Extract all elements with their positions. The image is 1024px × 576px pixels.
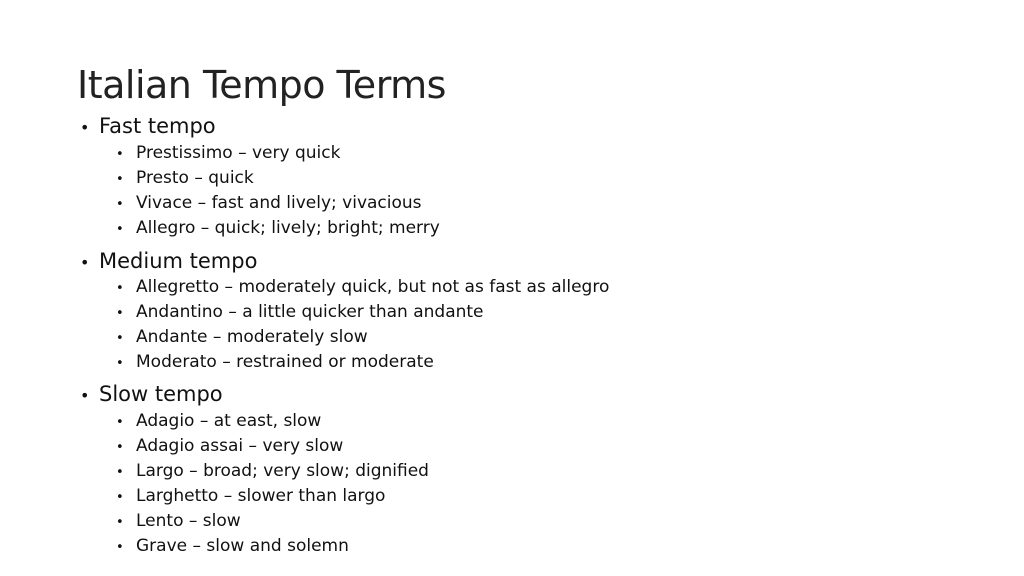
- group-heading-medium: [80, 246, 257, 276]
- bullet: •: [116, 222, 124, 237]
- list-item: [116, 191, 422, 216]
- bullet: •: [116, 306, 124, 321]
- list-item: [116, 484, 385, 509]
- list-item: [116, 534, 349, 559]
- list-item-text: Moderato – restrained or moderate: [136, 352, 434, 372]
- list-item-text: Presto – quick: [136, 168, 254, 188]
- list-item: [116, 300, 484, 325]
- group-heading-label: Medium tempo: [99, 249, 258, 273]
- bullet: •: [116, 440, 124, 455]
- list-item: [116, 350, 434, 375]
- list-item: [116, 141, 340, 166]
- list-item-text: Prestissimo – very quick: [136, 143, 341, 163]
- list-item-text: Larghetto – slower than largo: [136, 486, 386, 506]
- list-item-text: Andante – moderately slow: [136, 327, 368, 347]
- list-item: [116, 434, 343, 459]
- bullet: •: [116, 356, 124, 371]
- list-item: [116, 409, 321, 434]
- list-item-text: Andantino – a little quicker than andante: [136, 302, 484, 322]
- bullet: •: [116, 490, 124, 505]
- bullet: •: [116, 331, 124, 346]
- list-item: [116, 459, 429, 484]
- bullet: •: [116, 465, 124, 480]
- bullet: •: [116, 197, 124, 212]
- bullet: •: [80, 253, 90, 272]
- list-item-text: Adagio – at east, slow: [136, 411, 322, 431]
- bullet: •: [116, 540, 124, 555]
- list-item: [116, 325, 368, 350]
- list-item: [116, 216, 440, 241]
- bullet: •: [116, 147, 124, 162]
- list-item-text: Lento – slow: [136, 511, 241, 531]
- group-heading-label: Slow tempo: [99, 382, 223, 406]
- bullet: •: [116, 281, 124, 296]
- list-item: [116, 275, 609, 300]
- group-heading-label: Fast tempo: [99, 114, 216, 138]
- group-heading-slow: [80, 379, 223, 409]
- bullet: •: [116, 515, 124, 530]
- list-item-text: Grave – slow and solemn: [136, 536, 349, 556]
- bullet: •: [80, 386, 90, 405]
- slide-title: Italian Tempo Terms: [77, 63, 446, 107]
- list-item: [116, 166, 254, 191]
- list-item: [116, 509, 241, 534]
- bullet: •: [80, 118, 90, 137]
- list-item-text: Vivace – fast and lively; vivacious: [136, 193, 422, 213]
- bullet: •: [116, 172, 124, 187]
- list-item-text: Largo – broad; very slow; dignified: [136, 461, 429, 481]
- list-item-text: Allegro – quick; lively; bright; merry: [136, 218, 440, 238]
- bullet: •: [116, 415, 124, 430]
- list-item-text: Allegretto – moderately quick, but not as fast as allegro: [136, 277, 610, 297]
- list-item-text: Adagio assai – very slow: [136, 436, 344, 456]
- group-heading-fast: [80, 111, 216, 141]
